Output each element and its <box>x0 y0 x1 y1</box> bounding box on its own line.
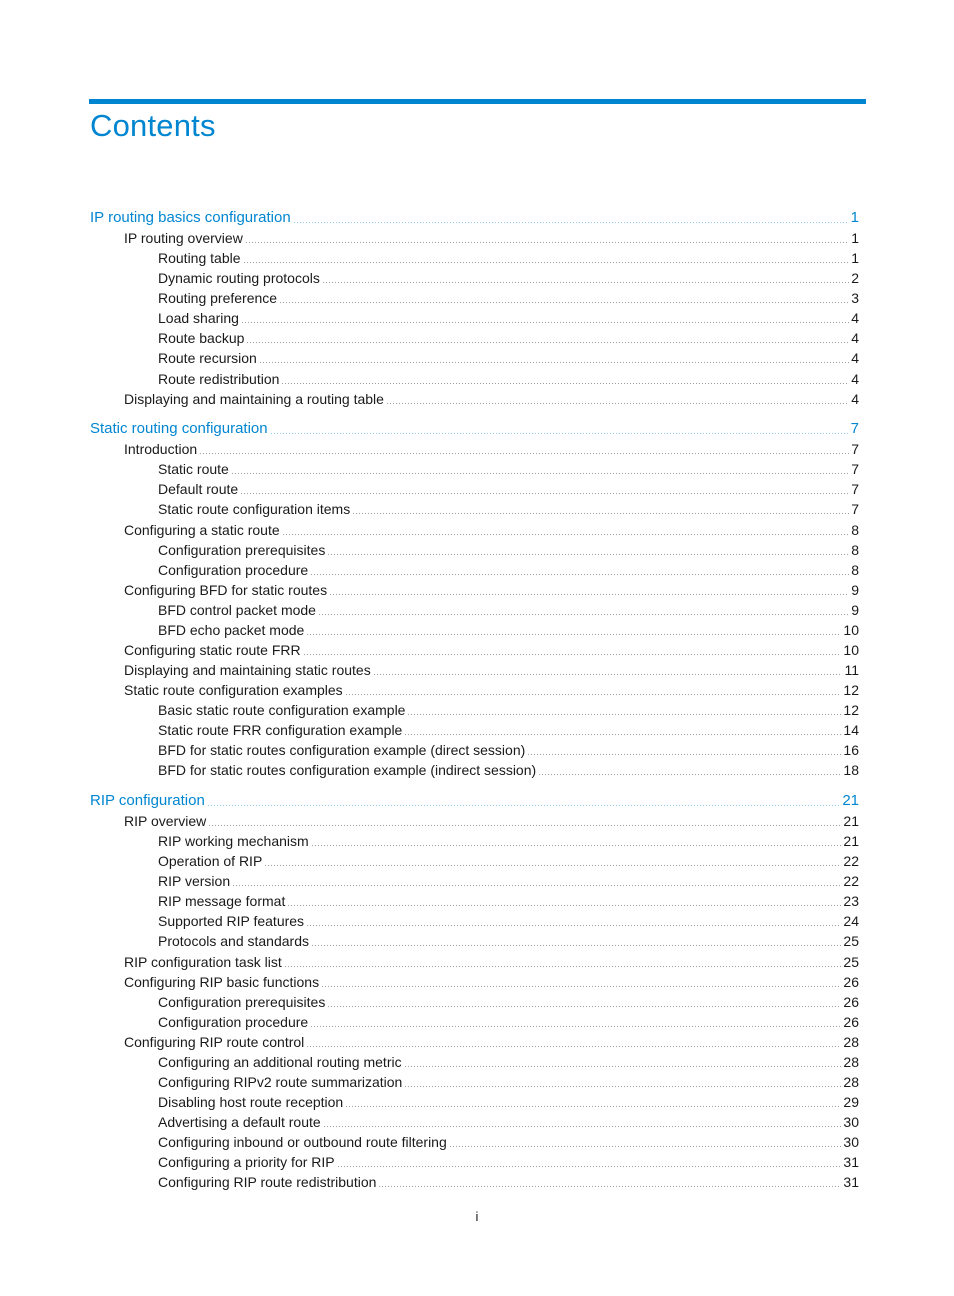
toc-entry-label: BFD control packet mode <box>158 601 316 618</box>
toc-entry[interactable] <box>90 207 859 227</box>
toc-entry-label: Configuring RIP basic functions <box>124 973 320 990</box>
dot-leader <box>259 362 849 363</box>
toc-entry-page: 7 <box>851 501 859 518</box>
dot-leader <box>245 242 849 243</box>
dot-leader <box>241 322 849 323</box>
toc-entry-page: 3 <box>851 290 859 307</box>
toc-entry-label: RIP message format <box>158 893 286 910</box>
toc-entry[interactable] <box>158 759 859 779</box>
dot-leader <box>538 774 841 775</box>
dot-leader <box>311 945 841 946</box>
toc-entry-label: Configuration prerequisites <box>158 541 326 558</box>
dot-leader <box>240 493 849 494</box>
toc-entry-label: Static route FRR configuration example <box>158 722 403 739</box>
toc-entry[interactable] <box>158 1091 859 1111</box>
toc-entry-label: Configuration procedure <box>158 1013 309 1030</box>
toc-entry-label: Basic static route configuration example <box>158 702 406 719</box>
dot-leader <box>407 714 841 715</box>
toc-entry[interactable] <box>158 930 859 950</box>
toc-entry-label: RIP overview <box>124 813 207 830</box>
toc-entry[interactable] <box>158 910 859 930</box>
toc-entry-page: 22 <box>843 873 859 890</box>
toc-entry-page: 14 <box>843 722 859 739</box>
toc-entry-page: 9 <box>851 601 859 618</box>
toc-entry-label: RIP working mechanism <box>158 833 309 850</box>
dot-leader <box>287 905 841 906</box>
toc-entry[interactable] <box>124 810 859 830</box>
toc-entry-page: 12 <box>843 702 859 719</box>
toc-entry-page: 24 <box>843 913 859 930</box>
toc-entry-page: 25 <box>843 953 859 970</box>
toc-entry[interactable] <box>158 307 859 327</box>
toc-entry[interactable] <box>158 1011 859 1031</box>
toc-entry-label: Configuring RIP route redistribution <box>158 1174 377 1191</box>
toc-entry[interactable] <box>158 699 859 719</box>
dot-leader <box>264 865 841 866</box>
toc-entry-label: Configuring a static route <box>124 521 280 538</box>
toc-entry[interactable] <box>124 388 859 408</box>
toc-entry-page: 4 <box>851 310 859 327</box>
dot-leader <box>373 674 843 675</box>
dot-leader <box>527 754 841 755</box>
toc-entry[interactable] <box>90 790 859 810</box>
toc-entry[interactable] <box>124 1031 859 1051</box>
toc-entry-label: Route redistribution <box>158 370 280 387</box>
toc-entry-label: IP routing basics configuration <box>90 209 291 226</box>
dot-leader <box>323 1126 842 1127</box>
toc-entry-label: Operation of RIP <box>158 853 263 870</box>
toc-entry-page: 4 <box>851 370 859 387</box>
toc-entry-label: Configuration prerequisites <box>158 993 326 1010</box>
toc-entry[interactable] <box>158 458 859 478</box>
toc-entry-page: 30 <box>843 1114 859 1131</box>
dot-leader <box>327 1006 841 1007</box>
dot-leader <box>282 534 850 535</box>
dot-leader <box>279 302 849 303</box>
toc-entry-page: 26 <box>843 1013 859 1030</box>
toc-entry[interactable] <box>124 579 859 599</box>
toc-entry[interactable] <box>124 971 859 991</box>
dot-leader <box>231 473 849 474</box>
toc-entry-label: IP routing overview <box>124 230 243 247</box>
toc-entry[interactable] <box>158 1071 859 1091</box>
dot-leader <box>199 453 849 454</box>
dot-leader <box>246 342 849 343</box>
toc-entry-label: RIP configuration task list <box>124 953 282 970</box>
toc-entry[interactable] <box>158 599 859 619</box>
toc-entry-label: Static route <box>158 461 229 478</box>
toc-entry-label: Configuring an additional routing metric <box>158 1053 402 1070</box>
toc-entry[interactable] <box>158 1051 859 1071</box>
toc-entry-label: Displaying and maintaining a routing table <box>124 390 384 407</box>
toc-entry-page: 7 <box>851 441 859 458</box>
toc-entry[interactable] <box>158 739 859 759</box>
toc-entry-page: 28 <box>843 1053 859 1070</box>
toc-entry-page: 29 <box>843 1094 859 1110</box>
toc-entry[interactable] <box>158 559 859 579</box>
toc-entry-page: 7 <box>851 461 859 478</box>
toc-entry-page: 1 <box>851 230 859 247</box>
toc-entry[interactable] <box>158 850 859 870</box>
toc-entry-page: 28 <box>843 1073 859 1090</box>
dot-leader <box>404 1086 841 1087</box>
toc-entry[interactable] <box>158 539 859 559</box>
toc-entry[interactable] <box>158 890 859 910</box>
toc-entry-page: 16 <box>843 742 859 759</box>
toc-entry-page: 28 <box>843 1033 859 1050</box>
toc-entry-label: Static route configuration examples <box>124 682 343 699</box>
dot-leader <box>310 574 849 575</box>
toc-entry-label: RIP version <box>158 873 231 890</box>
toc-entry-page: 1 <box>851 250 859 267</box>
dot-leader <box>337 1166 842 1167</box>
toc-entry[interactable] <box>124 227 859 247</box>
toc-entry-page: 21 <box>843 833 859 850</box>
dot-leader <box>318 614 849 615</box>
dot-leader <box>327 554 849 555</box>
toc-entry[interactable] <box>124 951 859 971</box>
toc-entry-page: 8 <box>851 561 859 578</box>
toc-entry[interactable] <box>90 418 859 438</box>
toc-entry-page: 21 <box>842 791 859 809</box>
toc-entry[interactable] <box>158 327 859 347</box>
toc-entry-page: 4 <box>851 350 859 367</box>
toc-entry-label: Route recursion <box>158 350 257 367</box>
toc-entry-page: 10 <box>843 621 859 638</box>
page-title: Contents <box>90 108 216 143</box>
toc-entry-page: 30 <box>843 1134 859 1151</box>
dot-leader <box>345 1106 841 1107</box>
toc-entry-label: BFD for static routes configuration example (direct session) <box>158 742 526 759</box>
toc-entry[interactable] <box>158 991 859 1011</box>
toc-entry[interactable] <box>158 347 859 367</box>
dot-leader <box>293 222 849 223</box>
toc-entry[interactable] <box>158 870 859 890</box>
dot-leader <box>306 634 841 635</box>
toc-entry[interactable] <box>158 267 859 287</box>
toc-entry-label: Configuring BFD for static routes <box>124 581 328 598</box>
toc-entry[interactable] <box>158 1171 859 1191</box>
toc-entry-page: 23 <box>843 893 859 910</box>
dot-leader <box>303 654 842 655</box>
dot-leader <box>306 1046 841 1047</box>
toc-entry-page: 22 <box>843 853 859 870</box>
toc-entry[interactable] <box>158 830 859 850</box>
toc-entry[interactable] <box>158 368 859 388</box>
toc-entry[interactable] <box>124 438 859 458</box>
dot-leader <box>243 262 850 263</box>
toc-entry-label: Configuration procedure <box>158 561 309 578</box>
toc-entry-page: 9 <box>851 581 859 598</box>
toc-entry-page: 10 <box>843 641 859 658</box>
toc-entry-label: Configuring RIP route control <box>124 1033 305 1050</box>
dot-leader <box>284 966 842 967</box>
toc-entry-label: Protocols and standards <box>158 933 309 950</box>
dot-leader <box>386 403 849 404</box>
toc-entry-label: Default route <box>158 481 239 498</box>
toc-entry[interactable] <box>158 287 859 307</box>
toc-entry-page: 31 <box>843 1154 859 1171</box>
toc-entry-label: Static routing configuration <box>90 420 268 438</box>
toc-entry-page: 7 <box>850 420 859 438</box>
toc-entry-label: Static route configuration items <box>158 501 351 518</box>
toc-entry-page: 4 <box>851 330 859 347</box>
dot-leader <box>322 282 849 283</box>
dot-leader <box>321 986 841 987</box>
toc-entry-label: Configuring RIPv2 route summarization <box>158 1073 403 1090</box>
dot-leader <box>207 805 841 806</box>
toc-entry-label: Routing table <box>158 250 241 267</box>
dot-leader <box>345 694 842 695</box>
toc-entry[interactable] <box>158 619 859 639</box>
toc-entry-page: 12 <box>843 682 859 699</box>
toc-entry[interactable] <box>158 1151 859 1171</box>
toc-entry[interactable] <box>124 519 859 539</box>
toc-entry-page: 4 <box>851 390 859 407</box>
toc-entry-page: 21 <box>843 813 859 830</box>
toc-entry-label: Displaying and maintaining static routes <box>124 662 371 679</box>
toc-entry-label: Supported RIP features <box>158 913 305 930</box>
toc-entry-label: Introduction <box>124 441 198 458</box>
dot-leader <box>310 1026 841 1027</box>
toc-entry[interactable] <box>158 498 859 518</box>
dot-leader <box>270 433 849 434</box>
toc-entry-page: 25 <box>843 933 859 950</box>
toc-entry-label: Load sharing <box>158 310 239 327</box>
toc-entry-page: 8 <box>851 541 859 558</box>
toc-entry-page: 1 <box>850 209 859 226</box>
toc-entry-page: 2 <box>851 270 859 287</box>
toc-entry-label: Dynamic routing protocols <box>158 270 320 287</box>
page-number-footer: i <box>475 1209 479 1224</box>
dot-leader <box>449 1146 842 1147</box>
dot-leader <box>404 734 841 735</box>
toc-entry[interactable] <box>158 478 859 498</box>
dot-leader <box>208 825 841 826</box>
toc-entry[interactable] <box>158 247 859 267</box>
toc-entry[interactable] <box>158 719 859 739</box>
toc-entry-label: BFD echo packet mode <box>158 621 305 638</box>
toc-entry-label: Configuring inbound or outbound route filtering <box>158 1134 447 1151</box>
toc-entry[interactable] <box>124 639 859 659</box>
toc-entry-page: 26 <box>843 993 859 1010</box>
toc-entry-page: 8 <box>851 521 859 538</box>
toc-entry-label: Routing preference <box>158 290 278 307</box>
toc-entry-page: 7 <box>851 481 859 498</box>
toc-entry-label: Route backup <box>158 330 245 347</box>
dot-leader <box>404 1066 842 1067</box>
toc-entry-label: Configuring static route FRR <box>124 641 301 658</box>
toc-entry-page: 31 <box>843 1174 859 1191</box>
dot-leader <box>281 383 849 384</box>
toc-entry[interactable] <box>124 679 859 699</box>
dot-leader <box>352 513 849 514</box>
toc-entry[interactable] <box>158 1131 859 1151</box>
dot-leader <box>378 1186 841 1187</box>
toc-entry-page: 26 <box>843 973 859 990</box>
toc-entry-label: RIP configuration <box>90 791 205 809</box>
toc-entry-page: 18 <box>843 762 859 779</box>
toc-entry-label: BFD for static routes configuration example (indirect session) <box>158 762 537 779</box>
dot-leader <box>311 845 842 846</box>
toc-entry[interactable] <box>158 1111 859 1131</box>
toc-entry[interactable] <box>124 659 859 679</box>
dot-leader <box>306 925 841 926</box>
header-rule <box>89 99 866 104</box>
dot-leader <box>329 594 849 595</box>
dot-leader <box>232 885 841 886</box>
toc-entry-label: Advertising a default route <box>158 1114 321 1131</box>
toc-entry-label: Configuring a priority for RIP <box>158 1154 335 1171</box>
toc-entry-page: 11 <box>844 662 859 679</box>
toc-entry-label: Disabling host route reception <box>158 1094 344 1110</box>
